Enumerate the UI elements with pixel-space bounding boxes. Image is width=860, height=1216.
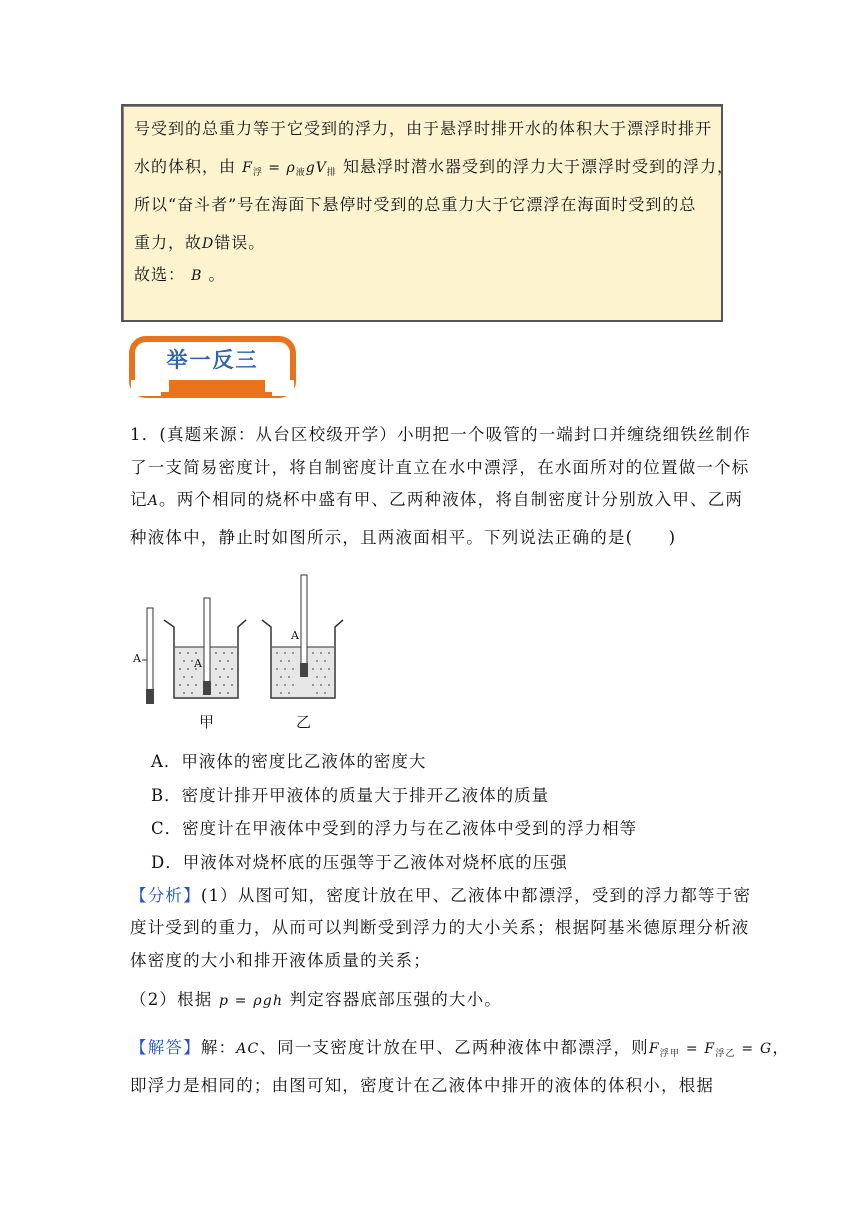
question-line-1: 1．(真题来源：从台区校级开学）小明把一个吸管的一端封口并缠绕细铁丝制作 xyxy=(130,425,752,444)
option-b: B．密度计排开甲液体的质量大于排开乙液体的质量 xyxy=(151,786,550,805)
analysis-line-3: 体密度的大小和排开液体质量的关系； xyxy=(130,951,431,970)
question-line-4: 种液体中，静止时如图所示，且两液面相平。下列说法正确的是( ) xyxy=(130,528,677,547)
explanation-line-1: 号受到的总重力等于它受到的浮力，由于悬浮时排开水的体积大于漂浮时排开 xyxy=(134,119,713,138)
beaker-jia-label: 甲 xyxy=(199,713,215,731)
mark-label-jia: A xyxy=(194,657,202,670)
density-meter-figure xyxy=(128,565,368,735)
section-tag-label: 举一反三 xyxy=(166,348,259,372)
option-a: A．甲液体的密度比乙液体的密度大 xyxy=(151,752,427,771)
mark-label-standalone: A xyxy=(133,652,141,665)
analysis-line-4: （2）根据 p = ρgh 判定容器底部压强的大小。 xyxy=(130,990,503,1009)
question-line-2: 了一支简易密度计，将自制密度计直立在水中漂浮，在水面所对的位置做一个标 xyxy=(130,458,750,477)
explanation-line-2: 水的体积，由 $F_浮 = \rho_液gV_排$ 知悬浮时潜水器受到的浮力大于漂浮时受到的浮力， xyxy=(134,157,734,178)
question-line-3: 记A。两个相同的烧杯中盛有甲、乙两种液体，将自制密度计分别放入甲、乙两 xyxy=(130,490,744,509)
explanation-line-3: 所以“奋斗者”号在海面下悬停时受到的总重力大于它漂浮在海面时受到的总 xyxy=(134,195,697,214)
explanation-box xyxy=(121,104,734,322)
solution-tag: 【解答】 xyxy=(130,1038,201,1057)
beaker-jia xyxy=(164,598,246,698)
option-c: C．密度计在甲液体中受到的浮力与在乙液体中受到的浮力相等 xyxy=(151,819,638,838)
standalone-density-meter xyxy=(142,608,154,704)
pressure-formula: p = ρgh xyxy=(218,993,284,1009)
solution-line-1: 【解答】解：AC、同一支密度计放在甲、乙两种液体中都漂浮，则$F_{浮甲} = F_{浮乙} = G$， xyxy=(130,1038,791,1059)
section-tag xyxy=(129,336,296,398)
solution-line-2: 即浮力是相同的；由图可知，密度计在乙液体中排开的液体的体积小，根据 xyxy=(130,1076,715,1095)
mark-label-yi: A xyxy=(291,629,299,642)
analysis-line-1: 【分析】(1）从图可知，密度计放在甲、乙液体中都漂浮，受到的浮力都等于密 xyxy=(130,886,752,905)
explanation-line-5: 故选： B 。 xyxy=(134,265,226,284)
analysis-line-2: 度计受到的重力，从而可以判断受到浮力的大小关系；根据阿基米德原理分析液 xyxy=(130,918,750,937)
analysis-tag: 【分析】 xyxy=(130,886,201,905)
buoyancy-equality-formula: $F_{浮甲} = F_{浮乙} = G$ xyxy=(648,1041,773,1059)
explanation-line-4: 重力，故D错误。 xyxy=(134,233,266,252)
buoyancy-formula: $F_浮 = \rho_液gV_排$ xyxy=(242,160,337,178)
beaker-yi xyxy=(262,575,343,698)
beaker-yi-label: 乙 xyxy=(296,713,312,731)
option-d: D．甲液体对烧杯底的压强等于乙液体对烧杯底的压强 xyxy=(151,853,568,872)
